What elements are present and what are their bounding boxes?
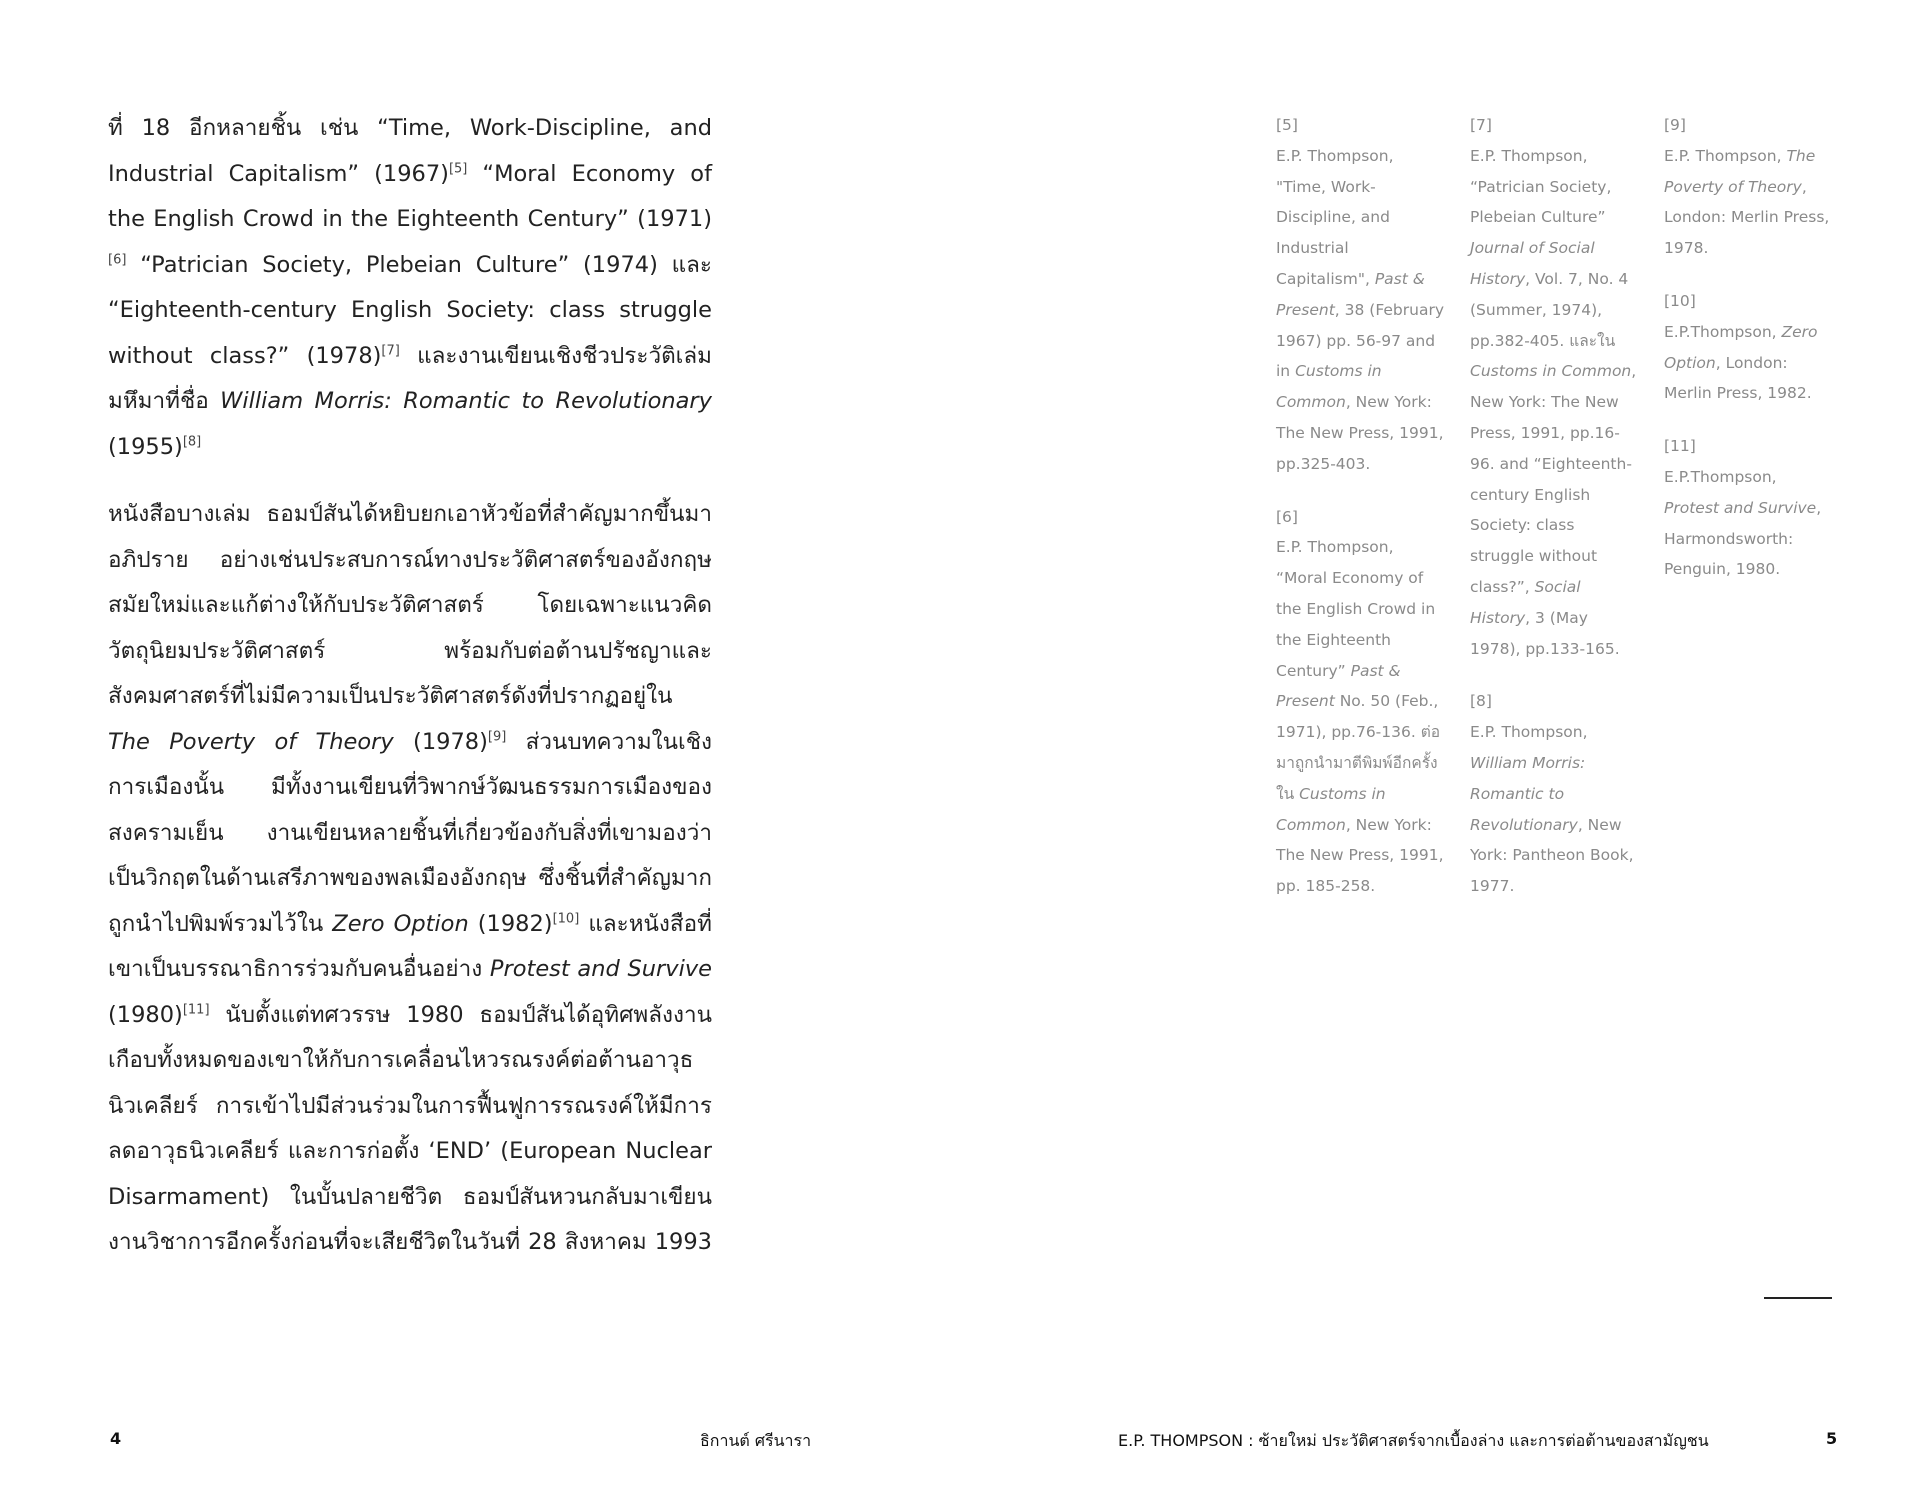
footnote-column-3 bbox=[1664, 110, 1832, 924]
text-run: No. 50 (Feb., 1971), pp.76-136. ต่อมาถูกนำมาตีพิมพ์อีกครั้งใน bbox=[1276, 692, 1441, 803]
footnote bbox=[1664, 286, 1832, 409]
text-run: และหนังสือที่เขาเป็นบรรณาธิการร่วมกับคนอื่นอย่าง bbox=[108, 910, 712, 982]
footnote-column-1 bbox=[1276, 110, 1444, 924]
italic-title: Past & Present bbox=[1276, 269, 1425, 319]
text-run: , London: Merlin Press, 1978. bbox=[1664, 177, 1830, 258]
italic-title: William Morris: Romantic to Revolutionary bbox=[220, 388, 712, 414]
italic-title: Protest and Survive bbox=[1664, 498, 1817, 517]
footnote-ref[interactable]: [8] bbox=[182, 434, 202, 449]
text-run: (1978) bbox=[393, 728, 488, 755]
text-run: “Patrician Society, Plebeian Culture” (1974) และ “Eighteenth-century English Society: class struggle without class?” (1978) bbox=[108, 251, 712, 369]
text-run: , New York: Pantheon Book, 1977. bbox=[1470, 815, 1634, 896]
body-text bbox=[108, 106, 712, 1266]
footnote-number: [5] bbox=[1276, 116, 1298, 134]
running-title: E.P. THOMPSON : ซ้ายใหม่ ประวัติศาสตร์จากเบื้องล่าง และการต่อต้านของสามัญชน bbox=[1118, 1431, 1709, 1450]
text-run: , 38 (February 1967) pp. 56-97 and in bbox=[1276, 300, 1445, 381]
italic-title: The Poverty of Theory bbox=[108, 728, 394, 755]
footnote-text bbox=[1664, 141, 1832, 264]
paragraph-2 bbox=[108, 492, 712, 1266]
right-page bbox=[960, 0, 1920, 1508]
text-run: E.P.Thompson, bbox=[1664, 467, 1777, 486]
text-run: , New York: The New Press, 1991, pp.325-403. bbox=[1276, 393, 1444, 473]
text-run: , Vol. 7, No. 4 (Summer, 1974), pp.382-405. และใน bbox=[1470, 269, 1629, 350]
footnote-ref[interactable]: [11] bbox=[182, 1002, 210, 1017]
footnote-ref[interactable]: [10] bbox=[552, 911, 580, 926]
page-number-left: 4 bbox=[110, 1429, 122, 1448]
text-run: E.P. Thompson, “Patrician Society, Plebeian Culture” bbox=[1470, 146, 1612, 227]
footnote bbox=[1470, 110, 1638, 664]
text-run: , Harmondsworth: Penguin, 1980. bbox=[1664, 498, 1822, 579]
text-run: หนังสือบางเล่ม ธอมป์สันได้หยิบยกเอาหัวข้อที่สำคัญมากขึ้นมาอภิปราย อย่างเช่นประสบการณ์ทางประวัติศาสตร์ของอังกฤษสมัยใหม่และแก้ต่างให้กับประวัติศาสตร์ โดยเฉพาะแนวคิดวัตถุนิยมประวัติศาสตร์ พร้อมกับต่อต้านปรัชญาและสังคมศาสตร์ที่ไม่มีความเป็นประวัติศาสตร์ดังที่ปรากฏอยู่ใน bbox=[108, 501, 712, 709]
text-run: E.P. Thompson, “Moral Economy of the English Crowd in the Eighteenth Century” bbox=[1276, 538, 1436, 680]
footnote-ref[interactable]: [6] bbox=[108, 252, 127, 267]
text-run: E.P. Thompson, "Time, Work-Discipline, and Industrial Capitalism", bbox=[1276, 146, 1394, 288]
text-run: , London: Merlin Press, 1982. bbox=[1664, 353, 1812, 403]
footnote-number: [7] bbox=[1470, 116, 1492, 134]
footnote-number: [8] bbox=[1470, 692, 1492, 711]
text-run: (1980) bbox=[108, 1001, 183, 1028]
footnote-text bbox=[1470, 717, 1638, 902]
italic-title: The Poverty of Theory bbox=[1664, 146, 1816, 196]
italic-title: Past & Present bbox=[1276, 661, 1401, 711]
text-run: , New York: The New Press, 1991, pp. 185-258. bbox=[1276, 815, 1444, 896]
text-run: นับตั้งแต่ทศวรรษ 1980 ธอมป์สันได้อุทิศพลังงานเกือบทั้งหมดของเขาให้กับการเคลื่อนไหวรณรงค์ต่อต้านอาวุธนิวเคลียร์ การเข้าไปมีส่วนร่วมในการฟื้นฟูการรณรงค์ให้มีการลดอาวุธนิวเคลียร์ และการก่อตั้ง ‘END’ (European Nuclear Disarmament) ในบั้นปลายชีวิต ธอมป์สันหวนกลับมาเขียนงานวิชาการอีกครั้งก่อนที่จะเสียชีวิตในวันที่ 28 สิงหาคม 1993 bbox=[108, 1001, 712, 1255]
italic-title: William Morris: Romantic to Revolutionary bbox=[1470, 753, 1586, 834]
footnote-column-2 bbox=[1470, 110, 1638, 924]
italic-title: Protest and Survive bbox=[489, 956, 712, 982]
text-run: , New York: The New Press, 1991, pp.16-96. and “Eighteenth-century English Society: class struggle without class?”, bbox=[1470, 362, 1637, 596]
footnote-number: [10] bbox=[1664, 291, 1696, 310]
italic-title: Journal of Social History bbox=[1470, 239, 1595, 288]
text-run: ส่วนบทความในเชิงการเมืองนั้น มีทั้งงานเขียนที่วิพากษ์วัฒนธรรมการเมืองของสงครามเย็น งานเขียนหลายชิ้นที่เกี่ยวข้องกับสิ่งที่เขามองว่าเป็นวิกฤตในด้านเสรีภาพของพลเมืองอังกฤษ ซึ่งชิ้นที่สำคัญมากถูกนำไปพิมพ์รวมไว้ใน bbox=[108, 728, 712, 937]
footnote-text bbox=[1664, 462, 1832, 585]
text-run: และงานเขียนเชิงชีวประวัติเล่มมหึมาที่ชื่อ bbox=[108, 342, 712, 414]
footnote-number: [9] bbox=[1664, 116, 1686, 134]
footnote bbox=[1470, 686, 1638, 902]
footnote-ref[interactable]: [5] bbox=[448, 161, 468, 176]
text-run: E.P. Thompson, bbox=[1470, 723, 1588, 742]
text-run: “Moral Economy of the English Crowd in the Eighteenth Century” (1971) bbox=[108, 160, 712, 232]
footnotes bbox=[1276, 110, 1858, 924]
text-run: E.P. Thompson, bbox=[1664, 146, 1787, 165]
end-rule bbox=[1764, 1297, 1832, 1299]
italic-title: Customs in Common bbox=[1276, 784, 1386, 834]
italic-title: Customs in Common bbox=[1276, 362, 1382, 412]
footnote bbox=[1276, 502, 1444, 902]
footnote-text bbox=[1470, 141, 1638, 665]
text-run: (1955) bbox=[108, 433, 183, 460]
footnote-ref[interactable]: [9] bbox=[487, 729, 507, 744]
footnote-text bbox=[1276, 141, 1444, 480]
text-run: (1982) bbox=[468, 910, 553, 937]
paragraph-1 bbox=[108, 106, 712, 470]
footnote-number: [6] bbox=[1276, 507, 1298, 526]
running-author: ธิกานต์ ศรีนารา bbox=[700, 1431, 812, 1450]
italic-title: Zero Option bbox=[1664, 322, 1818, 372]
italic-title: Social History bbox=[1470, 577, 1581, 627]
italic-title: Customs in Common bbox=[1470, 362, 1632, 381]
page-number-right: 5 bbox=[1826, 1429, 1838, 1448]
footnote-text bbox=[1276, 532, 1444, 902]
text-run: E.P.Thompson, bbox=[1664, 322, 1782, 341]
footnote-number: [11] bbox=[1664, 437, 1696, 456]
footnote bbox=[1664, 431, 1832, 585]
footnote bbox=[1276, 110, 1444, 480]
italic-title: Zero Option bbox=[332, 910, 469, 937]
footnote bbox=[1664, 110, 1832, 264]
text-run: ที่ 18 อีกหลายชิ้น เช่น “Time, Work-Discipline, and Industrial Capitalism” (1967) bbox=[108, 115, 712, 187]
text-run: , 3 (May 1978), pp.133-165. bbox=[1470, 608, 1620, 658]
footnote-text bbox=[1664, 317, 1832, 409]
footnote-ref[interactable]: [7] bbox=[381, 343, 400, 358]
